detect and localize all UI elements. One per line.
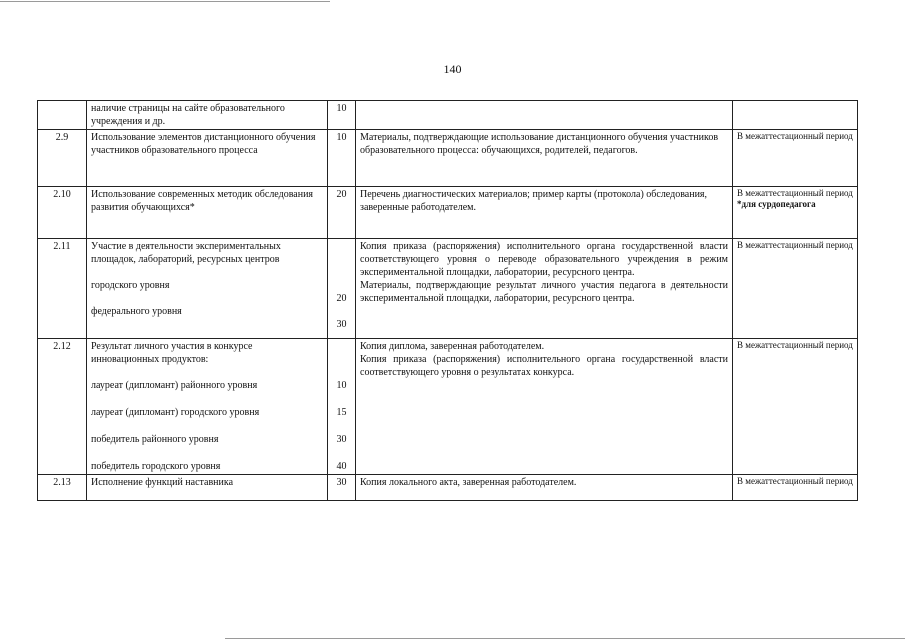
sub-score: 30 xyxy=(336,434,347,445)
period-cell: В межаттестационный период xyxy=(733,475,858,501)
documents-cell: Копия локального акта, заверенная работодателем. xyxy=(356,475,733,501)
sub-score: 10 xyxy=(336,380,347,391)
table-row xyxy=(38,130,858,187)
sub-indicator: лауреат (дипломант) городского уровня xyxy=(91,407,260,418)
period-cell: В межаттестационный период xyxy=(733,339,858,475)
indicator-cell: Использование элементов дистанционного обучения участников образовательного процесса xyxy=(87,130,328,187)
scan-edge-bottom xyxy=(225,638,905,639)
score-cell xyxy=(328,339,356,475)
documents-cell: Перечень диагностических материалов; пример карты (протокола) обследования, заверенные работодателем. xyxy=(356,187,733,239)
score-cell xyxy=(328,239,356,339)
table-row xyxy=(38,239,858,339)
row-number: 2.9 xyxy=(38,130,87,187)
sub-score: 20 xyxy=(336,293,347,304)
sub-indicator: городского уровня xyxy=(91,280,170,291)
sub-score: 15 xyxy=(336,407,347,418)
table-row xyxy=(38,339,858,475)
indicator-cell: Использование современных методик обследования развития обучающихся* xyxy=(87,187,328,239)
sub-indicator: лауреат (дипломант) районного уровня xyxy=(91,380,258,391)
documents-text: Копия диплома, заверенная работодателем. xyxy=(360,341,545,352)
period-text: В межаттестационный период xyxy=(737,188,853,198)
indicator-title: Участие в деятельности экспериментальных площадок, лабораторий, ресурсных центров xyxy=(91,241,281,265)
row-number: 2.10 xyxy=(38,187,87,239)
row-number xyxy=(38,101,87,130)
score-cell: 10 xyxy=(328,101,356,130)
period-note: *для сурдопедагога xyxy=(737,199,816,209)
indicator-cell: Исполнение функций наставника xyxy=(87,475,328,501)
table-row xyxy=(38,101,858,130)
indicator-cell: наличие страницы на сайте образовательного учреждения и др. xyxy=(87,101,328,130)
score-cell: 10 xyxy=(328,130,356,187)
sub-score: 30 xyxy=(336,319,347,330)
documents-text-2: Материалы, подтверждающие результат личного участия педагога в деятельности экспериментальной площадки, лаборатории, ресурсного центра. xyxy=(360,280,728,304)
period-cell: В межаттестационный период xyxy=(733,239,858,339)
documents-cell xyxy=(356,239,733,339)
criteria-table xyxy=(37,100,858,501)
documents-text: Копия приказа (распоряжения) исполнительного органа государственной власти соответствующего уровня о переводе образовательного учреждения в режим экспериментальной площадки, лаборатории, ресурсного центра. xyxy=(360,241,728,278)
table-row xyxy=(38,187,858,239)
sub-indicator: победитель районного уровня xyxy=(91,434,219,445)
period-cell xyxy=(733,101,858,130)
sub-indicator: федерального уровня xyxy=(91,306,182,317)
row-number: 2.13 xyxy=(38,475,87,501)
indicator-title: Результат личного участия в конкурсе инновационных продуктов: xyxy=(91,341,253,365)
documents-cell xyxy=(356,339,733,475)
documents-text-2: Копия приказа (распоряжения) исполнительного органа государственной власти соответствующего уровня о результатах конкурса. xyxy=(360,354,728,378)
period-cell: В межаттестационный период xyxy=(733,130,858,187)
sub-score: 40 xyxy=(336,461,347,472)
row-number: 2.11 xyxy=(38,239,87,339)
row-number: 2.12 xyxy=(38,339,87,475)
scan-edge-top xyxy=(0,1,330,2)
sub-indicator: победитель городского уровня xyxy=(91,461,221,472)
table-row xyxy=(38,475,858,501)
indicator-cell xyxy=(87,339,328,475)
score-cell: 30 xyxy=(328,475,356,501)
score-cell: 20 xyxy=(328,187,356,239)
page-number: 140 xyxy=(443,62,462,76)
period-cell xyxy=(733,187,858,239)
documents-cell xyxy=(356,101,733,130)
documents-cell: Материалы, подтверждающие использование дистанционного обучения участников образовательного процесса: обучающихся, родителей, педагогов. xyxy=(356,130,733,187)
indicator-cell xyxy=(87,239,328,339)
